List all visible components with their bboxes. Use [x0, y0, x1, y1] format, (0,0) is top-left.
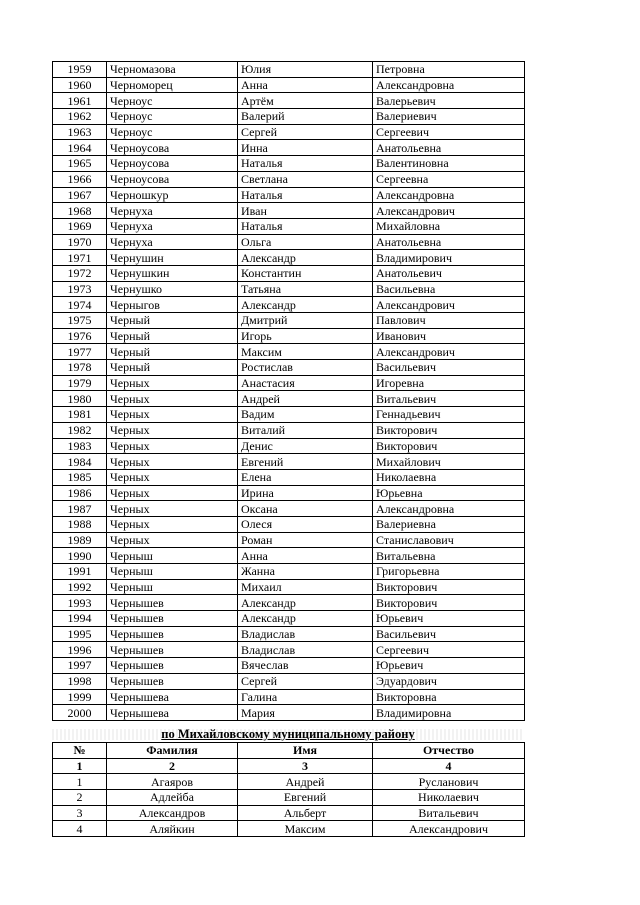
cell-name: Игорь: [238, 328, 373, 344]
cell-number: 1977: [53, 344, 107, 360]
table-row: [53, 407, 525, 423]
cell-name: Олеся: [238, 516, 373, 532]
cell-patronymic: Александровна: [373, 187, 525, 203]
cell-number: 1982: [53, 422, 107, 438]
cell-patronymic: Юрьевна: [373, 485, 525, 501]
cell-number: 1976: [53, 328, 107, 344]
header-patronymic: Отчество: [373, 743, 525, 759]
column-index-4: 4: [373, 758, 525, 774]
cell-name: Анна: [238, 548, 373, 564]
cell-number: 1991: [53, 564, 107, 580]
cell-patronymic: Александровна: [373, 77, 525, 93]
cell-name: Сергей: [238, 673, 373, 689]
cell-number: 1959: [53, 62, 107, 78]
cell-surname: Чернышева: [107, 705, 238, 721]
cell-surname: Аляйкин: [107, 821, 238, 837]
cell-patronymic: Анатольевна: [373, 234, 525, 250]
cell-number: 1979: [53, 375, 107, 391]
cell-name: Виталий: [238, 422, 373, 438]
table-row: [53, 454, 525, 470]
column-index-row: [53, 758, 525, 774]
cell-patronymic: Юрьевич: [373, 611, 525, 627]
cell-patronymic: Александровна: [373, 501, 525, 517]
cell-name: Александр: [238, 611, 373, 627]
cell-name: Мария: [238, 705, 373, 721]
cell-number: 1964: [53, 140, 107, 156]
table-row: [53, 821, 525, 837]
table-row: [53, 774, 525, 790]
table-row: [53, 391, 525, 407]
cell-name: Артём: [238, 93, 373, 109]
cell-number: 1994: [53, 611, 107, 627]
cell-number: 1960: [53, 77, 107, 93]
cell-number: 1999: [53, 689, 107, 705]
table-row: [53, 265, 525, 281]
cell-number: 2000: [53, 705, 107, 721]
cell-patronymic: Витальевич: [373, 805, 525, 821]
cell-name: Константин: [238, 265, 373, 281]
table-row: [53, 805, 525, 821]
cell-surname: Черных: [107, 485, 238, 501]
cell-patronymic: Владимирович: [373, 250, 525, 266]
cell-number: 1989: [53, 532, 107, 548]
table-row: [53, 109, 525, 125]
cell-surname: Черный: [107, 344, 238, 360]
header-number: №: [53, 743, 107, 759]
table-row: [53, 77, 525, 93]
cell-name: Андрей: [238, 774, 373, 790]
cell-patronymic: Витальевна: [373, 548, 525, 564]
cell-patronymic: Русланович: [373, 774, 525, 790]
cell-name: Ирина: [238, 485, 373, 501]
cell-surname: Черных: [107, 422, 238, 438]
table-row: [53, 328, 525, 344]
district-list-body: [53, 774, 525, 837]
cell-number: 4: [53, 821, 107, 837]
cell-patronymic: Игоревна: [373, 375, 525, 391]
cell-name: Анастасия: [238, 375, 373, 391]
cell-name: Дмитрий: [238, 313, 373, 329]
cell-number: 1971: [53, 250, 107, 266]
cell-patronymic: Валерьевич: [373, 93, 525, 109]
table-row: [53, 564, 525, 580]
cell-surname: Чернушкин: [107, 265, 238, 281]
cell-surname: Черноморец: [107, 77, 238, 93]
cell-patronymic: Николаевич: [373, 790, 525, 806]
cell-number: 1997: [53, 658, 107, 674]
cell-surname: Черных: [107, 391, 238, 407]
table-row: [53, 485, 525, 501]
cell-surname: Чернышев: [107, 673, 238, 689]
cell-surname: Черных: [107, 375, 238, 391]
district-list-table: [52, 742, 525, 837]
table-row: [53, 360, 525, 376]
cell-patronymic: Викторович: [373, 438, 525, 454]
cell-name: Светлана: [238, 171, 373, 187]
cell-surname: Чернышев: [107, 658, 238, 674]
column-index-1: 1: [53, 758, 107, 774]
table-row: [53, 187, 525, 203]
table-row: [53, 658, 525, 674]
cell-patronymic: Геннадьевич: [373, 407, 525, 423]
cell-surname: Черношкур: [107, 187, 238, 203]
cell-number: 1993: [53, 595, 107, 611]
cell-patronymic: Александрович: [373, 344, 525, 360]
cell-name: Ростислав: [238, 360, 373, 376]
cell-surname: Черных: [107, 438, 238, 454]
cell-name: Анна: [238, 77, 373, 93]
column-index-2: 2: [107, 758, 238, 774]
cell-patronymic: Викторович: [373, 422, 525, 438]
cell-surname: Черных: [107, 532, 238, 548]
cell-number: 1963: [53, 124, 107, 140]
cell-patronymic: Григорьевна: [373, 564, 525, 580]
cell-number: 1970: [53, 234, 107, 250]
cell-name: Сергей: [238, 124, 373, 140]
table-row: [53, 579, 525, 595]
cell-name: Иван: [238, 203, 373, 219]
cell-surname: Черноус: [107, 124, 238, 140]
cell-patronymic: Николаевна: [373, 469, 525, 485]
table-row: [53, 705, 525, 721]
cell-patronymic: Викторович: [373, 595, 525, 611]
voter-list-body: [53, 62, 525, 721]
cell-number: 1972: [53, 265, 107, 281]
table-row: [53, 156, 525, 172]
cell-name: Вадим: [238, 407, 373, 423]
cell-name: Вячеслав: [238, 658, 373, 674]
cell-number: 1983: [53, 438, 107, 454]
cell-number: 1975: [53, 313, 107, 329]
cell-number: 1968: [53, 203, 107, 219]
cell-patronymic: Викторович: [373, 579, 525, 595]
cell-number: 1980: [53, 391, 107, 407]
table-row: [53, 344, 525, 360]
cell-patronymic: Сергеевна: [373, 171, 525, 187]
cell-surname: Черных: [107, 469, 238, 485]
cell-name: Александр: [238, 250, 373, 266]
table-row: [53, 171, 525, 187]
cell-name: Жанна: [238, 564, 373, 580]
cell-surname: Черных: [107, 516, 238, 532]
cell-surname: Черноус: [107, 93, 238, 109]
cell-name: Владислав: [238, 642, 373, 658]
table-row: [53, 313, 525, 329]
cell-surname: Черноусова: [107, 171, 238, 187]
cell-number: 1981: [53, 407, 107, 423]
cell-number: 2: [53, 790, 107, 806]
section-title: [52, 726, 524, 742]
cell-number: 1974: [53, 297, 107, 313]
cell-patronymic: Васильевна: [373, 281, 525, 297]
district-list-header: [53, 743, 525, 774]
cell-number: 1961: [53, 93, 107, 109]
cell-surname: Чернышев: [107, 642, 238, 658]
table-row: [53, 673, 525, 689]
cell-surname: Черномазова: [107, 62, 238, 78]
cell-patronymic: Васильевич: [373, 626, 525, 642]
table-row: [53, 93, 525, 109]
table-row: [53, 532, 525, 548]
cell-number: 1: [53, 774, 107, 790]
table-row: [53, 422, 525, 438]
column-index-3: 3: [238, 758, 373, 774]
cell-patronymic: Васильевич: [373, 360, 525, 376]
cell-number: 1995: [53, 626, 107, 642]
cell-patronymic: Иванович: [373, 328, 525, 344]
cell-surname: Александров: [107, 805, 238, 821]
cell-patronymic: Александрович: [373, 821, 525, 837]
cell-patronymic: Эдуардович: [373, 673, 525, 689]
cell-number: 1998: [53, 673, 107, 689]
cell-surname: Агаяров: [107, 774, 238, 790]
cell-name: Владислав: [238, 626, 373, 642]
table-row: [53, 548, 525, 564]
cell-patronymic: Валентиновна: [373, 156, 525, 172]
cell-number: 1986: [53, 485, 107, 501]
cell-number: 1965: [53, 156, 107, 172]
cell-patronymic: Петровна: [373, 62, 525, 78]
cell-patronymic: Александрович: [373, 203, 525, 219]
cell-number: 1967: [53, 187, 107, 203]
cell-patronymic: Юрьевич: [373, 658, 525, 674]
cell-surname: Чернышев: [107, 611, 238, 627]
table-row: [53, 297, 525, 313]
table-row: [53, 234, 525, 250]
cell-name: Александр: [238, 595, 373, 611]
cell-name: Евгений: [238, 454, 373, 470]
cell-surname: Черноус: [107, 109, 238, 125]
header-name: Имя: [238, 743, 373, 759]
cell-name: Наталья: [238, 218, 373, 234]
cell-surname: Черных: [107, 501, 238, 517]
cell-name: Инна: [238, 140, 373, 156]
table-row: [53, 501, 525, 517]
cell-patronymic: Витальевич: [373, 391, 525, 407]
cell-surname: Черныш: [107, 548, 238, 564]
cell-name: Галина: [238, 689, 373, 705]
cell-patronymic: Михайлович: [373, 454, 525, 470]
cell-name: Денис: [238, 438, 373, 454]
cell-number: 1966: [53, 171, 107, 187]
cell-patronymic: Владимировна: [373, 705, 525, 721]
cell-number: 1985: [53, 469, 107, 485]
cell-name: Юлия: [238, 62, 373, 78]
cell-name: Альберт: [238, 805, 373, 821]
table-row: [53, 140, 525, 156]
table-row: [53, 438, 525, 454]
table-row: [53, 281, 525, 297]
cell-surname: Черныгов: [107, 297, 238, 313]
cell-surname: Чернышев: [107, 626, 238, 642]
cell-patronymic: Викторовна: [373, 689, 525, 705]
cell-surname: Чернушин: [107, 250, 238, 266]
cell-name: Евгений: [238, 790, 373, 806]
cell-number: 1969: [53, 218, 107, 234]
cell-name: Александр: [238, 297, 373, 313]
cell-patronymic: Валериевна: [373, 516, 525, 532]
cell-patronymic: Павлович: [373, 313, 525, 329]
cell-patronymic: Александрович: [373, 297, 525, 313]
cell-number: 1992: [53, 579, 107, 595]
table-row: [53, 626, 525, 642]
cell-surname: Черноусова: [107, 156, 238, 172]
table-row: [53, 250, 525, 266]
cell-surname: Черный: [107, 360, 238, 376]
table-row: [53, 375, 525, 391]
cell-number: 1988: [53, 516, 107, 532]
cell-patronymic: Михайловна: [373, 218, 525, 234]
table-row: [53, 62, 525, 78]
table-row: [53, 203, 525, 219]
header-row: [53, 743, 525, 759]
table-row: [53, 689, 525, 705]
cell-patronymic: Сергеевич: [373, 124, 525, 140]
cell-surname: Чернуха: [107, 203, 238, 219]
header-surname: Фамилия: [107, 743, 238, 759]
table-row: [53, 790, 525, 806]
cell-patronymic: Анатольевна: [373, 140, 525, 156]
cell-patronymic: Станиславович: [373, 532, 525, 548]
cell-number: 1962: [53, 109, 107, 125]
cell-number: 1996: [53, 642, 107, 658]
cell-surname: Черный: [107, 313, 238, 329]
cell-name: Андрей: [238, 391, 373, 407]
table-row: [53, 469, 525, 485]
table-row: [53, 516, 525, 532]
cell-number: 1987: [53, 501, 107, 517]
cell-patronymic: Сергеевич: [373, 642, 525, 658]
cell-surname: Чернуха: [107, 234, 238, 250]
cell-surname: Чернышева: [107, 689, 238, 705]
cell-surname: Черныш: [107, 564, 238, 580]
voter-list-table: [52, 61, 525, 721]
cell-surname: Чернуха: [107, 218, 238, 234]
section-title-text: по Михайловскому муниципальному району: [161, 727, 415, 741]
table-row: [53, 595, 525, 611]
cell-surname: Черных: [107, 407, 238, 423]
cell-name: Михаил: [238, 579, 373, 595]
cell-number: 1978: [53, 360, 107, 376]
table-row: [53, 218, 525, 234]
cell-surname: Черных: [107, 454, 238, 470]
cell-name: Елена: [238, 469, 373, 485]
cell-name: Роман: [238, 532, 373, 548]
table-row: [53, 611, 525, 627]
cell-number: 1990: [53, 548, 107, 564]
cell-surname: Черноусова: [107, 140, 238, 156]
cell-surname: Черныш: [107, 579, 238, 595]
cell-patronymic: Валериевич: [373, 109, 525, 125]
cell-name: Наталья: [238, 187, 373, 203]
cell-name: Максим: [238, 821, 373, 837]
cell-patronymic: Анатольевич: [373, 265, 525, 281]
table-row: [53, 642, 525, 658]
cell-surname: Адлейба: [107, 790, 238, 806]
table-row: [53, 124, 525, 140]
cell-name: Валерий: [238, 109, 373, 125]
cell-name: Оксана: [238, 501, 373, 517]
cell-name: Максим: [238, 344, 373, 360]
cell-surname: Чернышев: [107, 595, 238, 611]
cell-surname: Чернушко: [107, 281, 238, 297]
cell-surname: Черный: [107, 328, 238, 344]
cell-number: 1984: [53, 454, 107, 470]
cell-number: 1973: [53, 281, 107, 297]
cell-name: Татьяна: [238, 281, 373, 297]
cell-name: Наталья: [238, 156, 373, 172]
cell-name: Ольга: [238, 234, 373, 250]
cell-number: 3: [53, 805, 107, 821]
